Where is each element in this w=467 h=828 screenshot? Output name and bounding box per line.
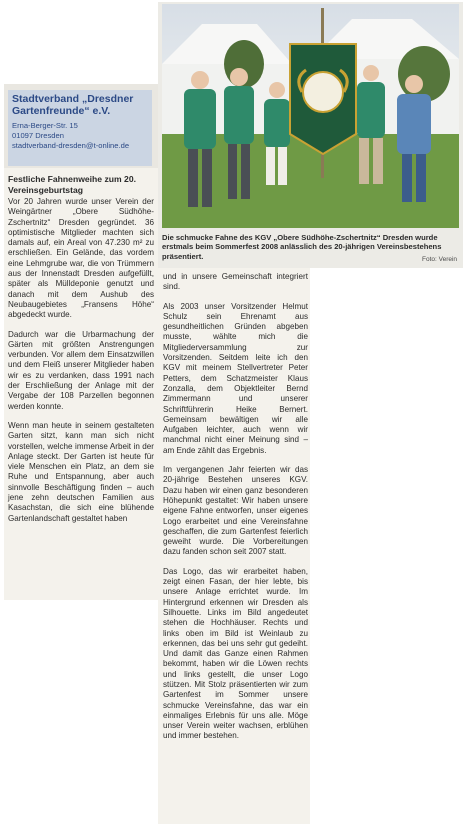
organization-city: 01097 Dresden — [12, 131, 64, 140]
article-paragraph: Dadurch war die Urbarmachung der Gärten mit größten Anstrengungen verbunden. Vor allem dem Einsatzwillen und dem Fleiß unserer Mitglieder haben wir es zu verdanken, dass 1991 nach der Erschließung der Anlage mit der Vergabe der 108 Parzellen begonnen werden konnte. — [8, 329, 154, 411]
organization-email: stadtverband-dresden@t-online.de — [12, 141, 130, 150]
article-paragraph: Im vergangenen Jahr feierten wir das 20-jährige Bestehen unseres KGV. Dazu haben wir einen ganz besonderen Höhepunkt gestaltet: Wir haben unsere eigene Fahne entworfen, unser eigenes Logo erarbeitet und eine Vereinsfahne geschaffen, die zum Gartenfest feierlich geweiht wurde. Die Vorbereitungen dazu fanden schon seit 2007 statt. — [163, 465, 308, 557]
article-paragraph: Wenn man heute in seinem gestalteten Garten sitzt, kann man sich nicht vorstellen, welche immense Arbeit in der Anlage steckt. Der Garten ist heute für viele Menschen ein Platz, an dem sie Ruhe und Entspannung, aber auch sinnvolle Beschäftigung finden – auch jene zehn deutschen Familien aus Kasachstan, die sich eine blühende Gartenlandschaft gestaltet haben — [8, 420, 154, 523]
photo-caption: Die schmucke Fahne des KGV „Obere Südhöhe-Zschertnitz“ Dresden wurde erstmals beim Sommerfest 2008 anlässlich des 20-jährigen Vereinsbestehens präsentiert. — [162, 233, 442, 261]
photo-illustration — [162, 4, 459, 228]
article-right-column — [163, 272, 308, 751]
article-paragraph: Das Logo, das wir erarbeitet haben, zeigt einen Fasan, der hier lebte, bis unsere Anlage errichtet wurde. Im Hintergrund erkennen wir Dresden als Silhouette. Links im Bild angedeutet stehen die Hochhäuser. Rechts und links oben im Bild ist Weinlaub zu erkennen, das bei uns sehr gut gedeiht. Und damit das Ganze einen Rahmen bekommt, haben wir die Löwen rechts und links gestellt, die unser Logo stützen. Mit Stolz präsentierten wir zum Gartenfest im Sommer unsere schmucke Vereinsfahne, das war ein einmaliges Erlebnis für uns alle. Möge unser Verein weiter wachsen, erblühen und immer bestehen. — [163, 566, 308, 741]
article-paragraph: Als 2003 unser Vorsitzender Helmut Schulz sein Ehrenamt aus gesundheitlichen Gründen abgeben musste, wählte mich die Mitgliederversammlung zur Vorsitzenden. Seitdem leite ich den KGV mit meinem Stellvertreter Peter Petters, dem Schatzmeister Klaus Zonzalla, dem Objektleiter Bernd Zimmermann und unserer Schriftführerin Heike Bernert. Gemeinsam bewältigen wir alle Aufgaben leichter, auch wenn wir manchmal nicht einer Meinung sind – am Ende zählt das Ergebnis. — [163, 301, 308, 455]
organization-header — [8, 90, 152, 166]
article-left-column — [8, 174, 154, 533]
organization-address — [12, 121, 148, 151]
organization-name: Stadtverband „Dresdner Gartenfreunde“ e.V. — [12, 93, 134, 117]
article-headline: Festliche Fahnenweihe zum 20. Vereinsgeburtstag — [8, 174, 136, 195]
article-paragraph: und in unsere Gemeinschaft integriert sind. — [163, 272, 308, 292]
organization-street: Erna-Berger-Str. 15 — [12, 121, 78, 130]
photo-credit: Foto: Verein — [422, 256, 458, 263]
article-paragraph: Vor 20 Jahren wurde unser Verein der Weingärtner „Obere Südhöhe-Zschertnitz“ Dresden gegründet. 36 optimistische Mitglieder machten sich damals auf, ein Areal von 47.230 m² zu erschließen. Ein Gelände, das vordem eine Lehmgrube war, die von Trümmern aus der Innenstadt Dresden aufgefüllt, später als Mülldeponie genutzt und danach mit dem Aushub des Neubaugebietes „Fransens Höhe“ abgedeckt wurde. — [8, 197, 154, 320]
article-photo — [162, 4, 459, 228]
